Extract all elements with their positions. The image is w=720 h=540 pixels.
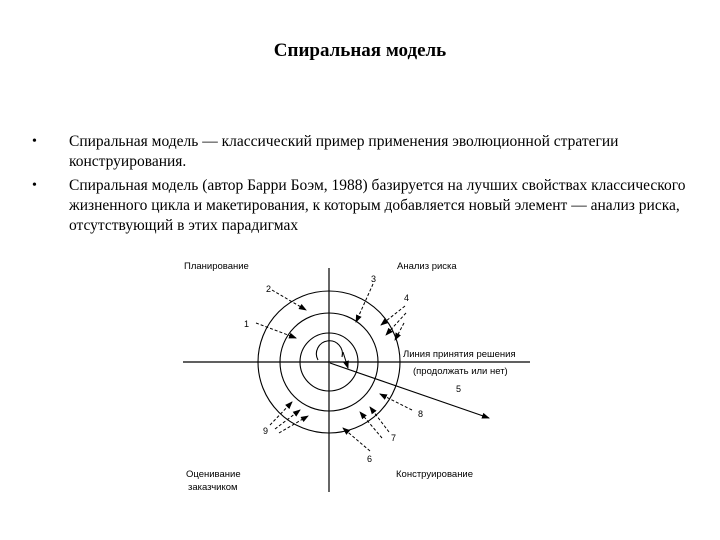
arrow-7b (360, 412, 382, 438)
step-number-4: 4 (404, 293, 410, 303)
spiral-start-arrow (343, 352, 348, 368)
label-planning: Планирование (184, 261, 249, 272)
step-number-2: 2 (266, 284, 272, 294)
page-title: Спиральная модель (273, 40, 447, 61)
bullet-dot: • (32, 134, 37, 149)
step-number-1: 1 (244, 319, 250, 329)
step-number-5: 5 (456, 384, 462, 394)
label-customer-evaluation-2: заказчиком (188, 482, 238, 493)
label-construction: Конструирование (396, 469, 474, 480)
arrow-4c (395, 323, 404, 340)
arrow-6 (343, 428, 370, 451)
arrow-8 (380, 394, 412, 410)
bullet-text: Спиральная модель — классический пример применения эволюционной стратегии конструирования. (69, 133, 619, 170)
step-number-3: 3 (371, 274, 377, 284)
arrow-3 (356, 284, 373, 322)
label-decision-line: Линия принятия решения (403, 349, 516, 360)
arrow-2 (272, 290, 306, 310)
label-risk-analysis: Анализ риска (397, 261, 457, 272)
step-number-6: 6 (367, 454, 373, 464)
bullet-dot: • (32, 178, 37, 193)
arrow-1 (256, 323, 296, 338)
arrow-4a (381, 306, 405, 325)
arrow-9c (279, 416, 308, 433)
step-number-7: 7 (391, 433, 397, 443)
bullet-text: Спиральная модель (автор Барри Боэм, 1988) базируется на лучших свойствах классического жизненного цикла и макетирования, к которым добавляется новый элемент — анализ риска, отсутствующий в этих парадигмах (69, 177, 686, 234)
label-customer-evaluation-1: Оценивание (186, 469, 241, 480)
arrow-7a (370, 407, 389, 432)
label-decision-note: (продолжать или нет) (413, 366, 508, 377)
step-number-9: 9 (263, 426, 269, 436)
step-number-8: 8 (418, 409, 424, 419)
